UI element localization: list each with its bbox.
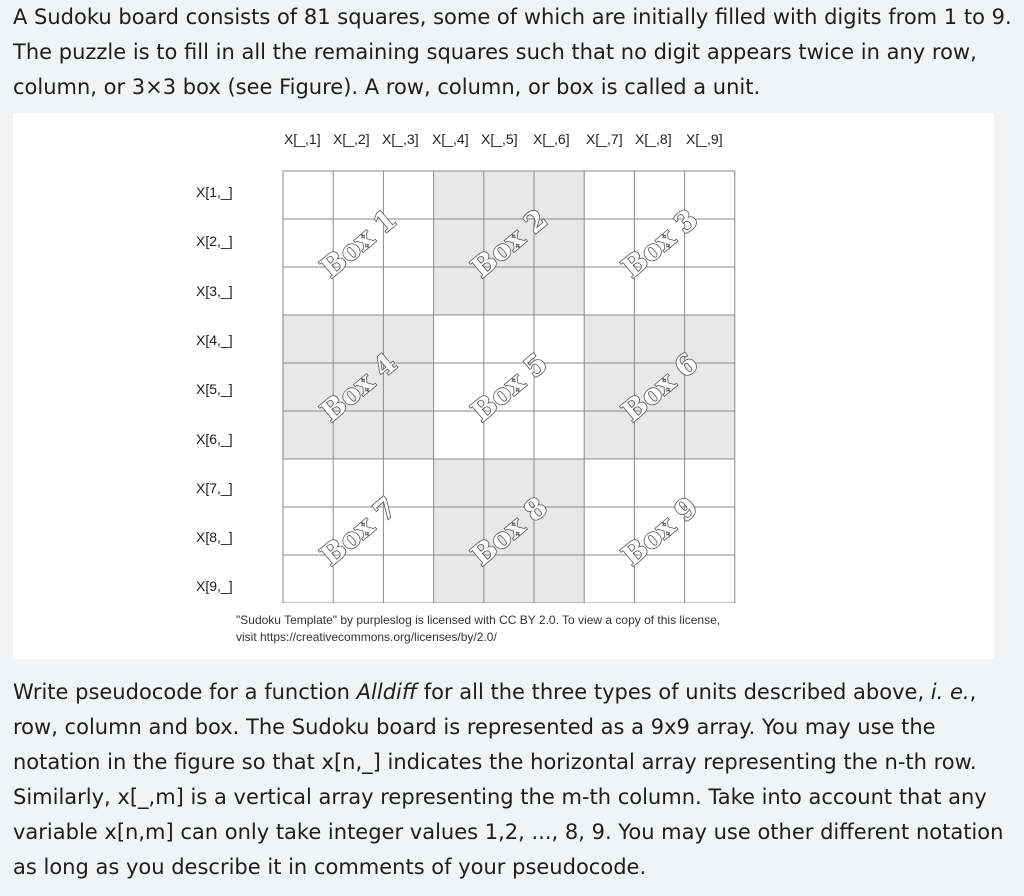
row-header: X[1,_] (196, 184, 233, 200)
column-header: X[_,2] (333, 131, 370, 147)
sudoku-figure (13, 113, 994, 659)
image-credit (236, 612, 796, 646)
box-label: Box 6 (615, 346, 705, 429)
column-header: X[_,7] (586, 131, 623, 147)
box-label: Box 7 (314, 490, 404, 573)
column-header: X[_,4] (432, 131, 469, 147)
box-label: Box 4 (314, 346, 404, 429)
question-text-1: Write pseudocode for a function (13, 680, 357, 704)
intro-paragraph: A Sudoku board consists of 81 squares, some of which are initially filled with digits from 1 to 9. The puzzle is to fill in all the remaining squares such that no digit appears twice in any row, column, or 3×3 box (see Figure). A row, column, or box is called a unit. (13, 5, 1012, 99)
row-header: X[7,_] (196, 479, 233, 496)
column-headers (284, 131, 744, 151)
credit-line-1: "Sudoku Template" by purpleslog is licensed with CC BY 2.0. To view a copy of this license, (236, 613, 721, 627)
column-header: X[_,8] (635, 131, 672, 147)
question-paragraph (13, 675, 1013, 885)
box-label: Box 5 (464, 346, 554, 429)
question-text-3: , row, column and box. The Sudoku board is represented as a 9x9 array. You may use the notation in the figure so that x[n,_] indicates the horizontal array representing the n-th row. Similarly, x[_,m] is a vertical array representing the m-th column. Take into account that any variable x[n,m] can only take integer values 1,2, ..., 8, 9. You may use other different notation as long as you describe it in comments of your pseudocode. (13, 680, 1004, 879)
question-text-2: for all the three types of units described above, (417, 680, 931, 704)
box-label: Box 2 (464, 202, 554, 285)
column-header: X[_,5] (481, 131, 518, 147)
box-label: Box 9 (615, 490, 705, 573)
credit-line-2: visit https://creativecommons.org/licenses/by/2.0/ (236, 630, 497, 644)
row-header: X[3,_] (196, 282, 233, 299)
column-header: X[_,9] (686, 131, 723, 147)
column-header: X[_,1] (284, 131, 321, 147)
column-header: X[_,6] (533, 131, 570, 147)
box-label: Box 3 (615, 202, 705, 285)
row-header: X[8,_] (196, 529, 233, 546)
row-header: X[2,_] (196, 233, 233, 250)
column-header: X[_,3] (382, 131, 419, 147)
row-header: X[6,_] (196, 430, 233, 447)
sudoku-board (281, 169, 736, 603)
box-label: Box 1 (314, 202, 404, 285)
row-header: X[5,_] (196, 381, 233, 398)
function-name: Alldiff (356, 680, 418, 704)
row-header: X[9,_] (196, 578, 233, 595)
box-label: Box 8 (464, 490, 554, 573)
ie-abbreviation: i. e. (930, 680, 970, 704)
row-header: X[4,_] (196, 331, 233, 348)
